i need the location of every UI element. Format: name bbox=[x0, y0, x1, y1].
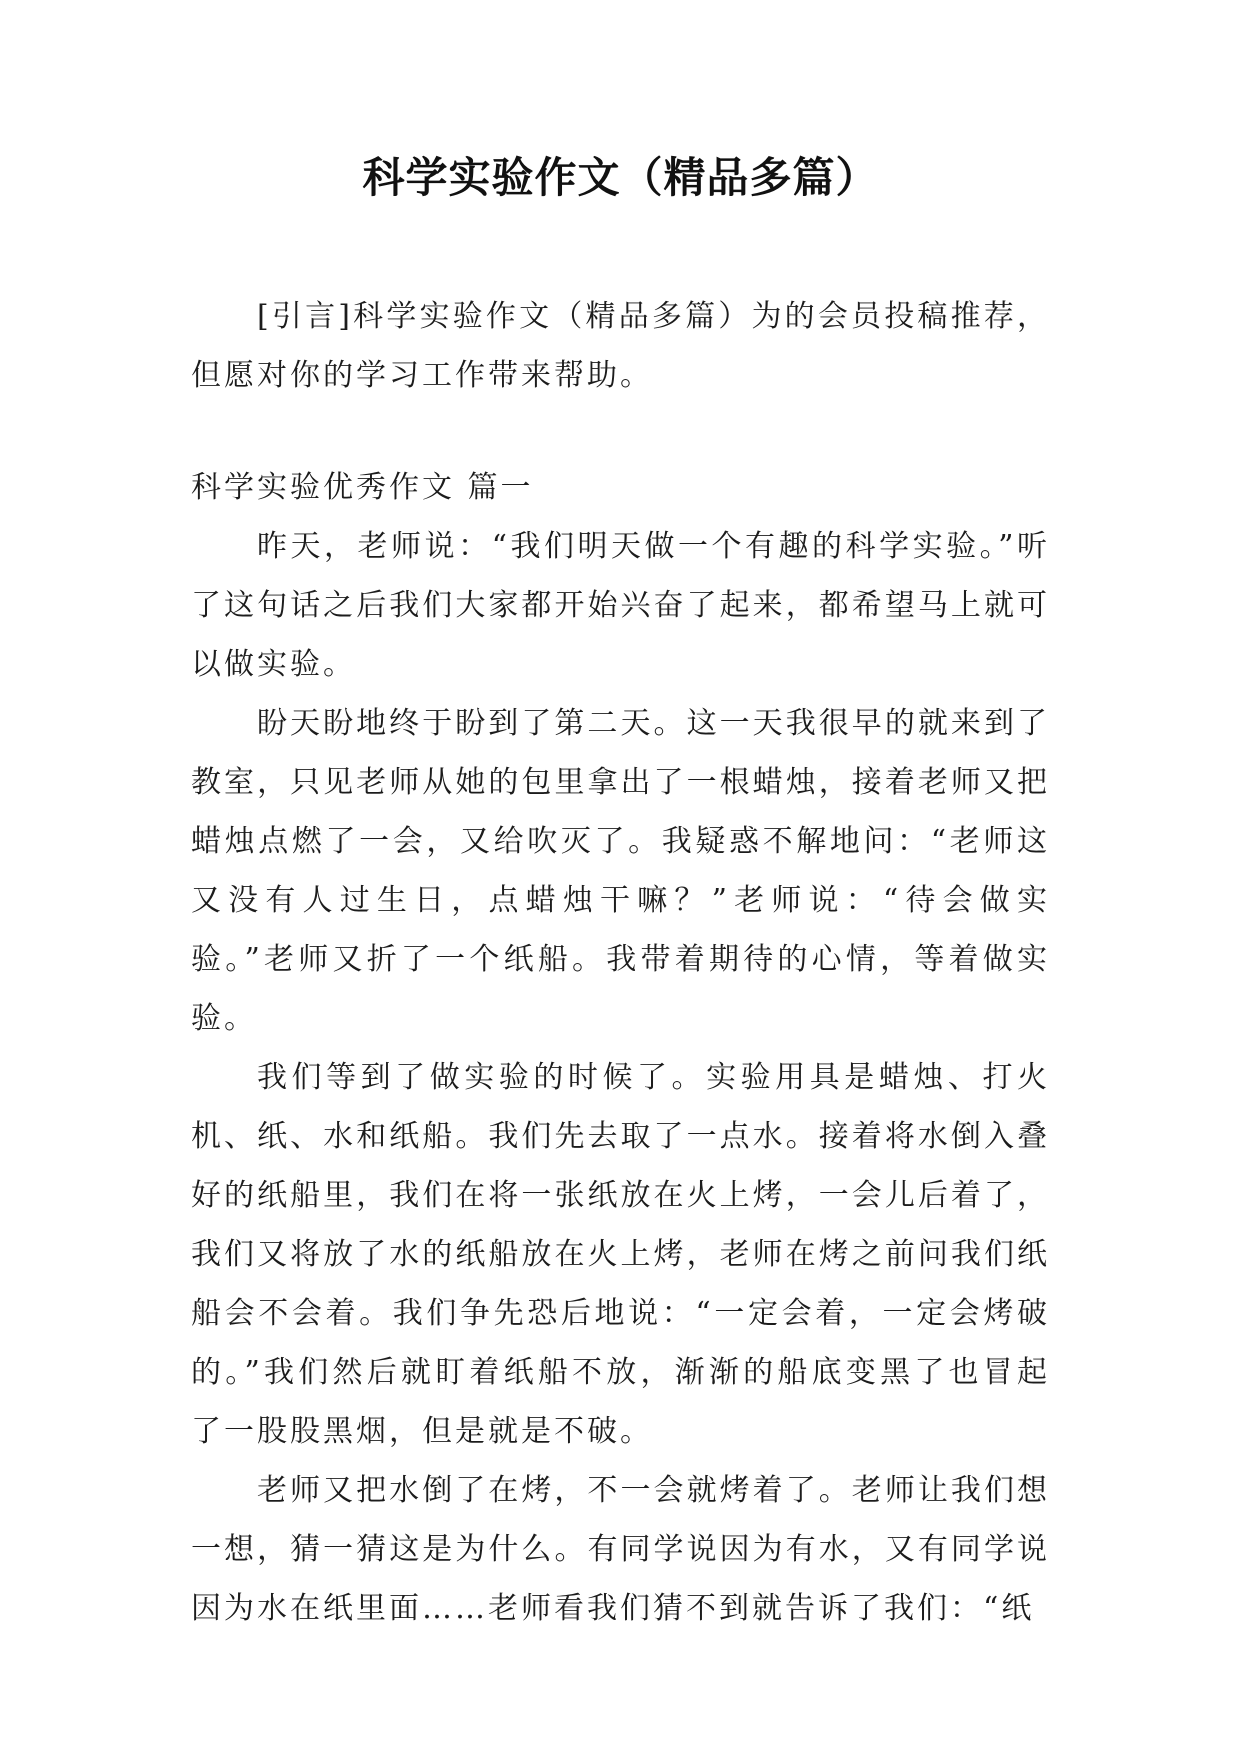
paragraph-1: 昨天，老师说：“我们明天做一个有趣的科学实验。”听了这句话之后我们大家都开始兴奋了起来，都希望马上就可以做实验。 bbox=[191, 529, 1050, 682]
intro-paragraph: [引言]科学实验作文（精品多篇）为的会员投稿推荐，但愿对你的学习工作带来帮助。 bbox=[191, 299, 1050, 393]
article-section bbox=[191, 458, 1050, 1638]
document-title: 科学实验作文（精品多篇） bbox=[362, 153, 879, 202]
paragraph-4: 老师又把水倒了在烤，不一会就烤着了。老师让我们想一想，猜一猜这是为什么。有同学说因为有水，又有同学说因为水在纸里面……老师看我们猜不到就告诉了我们：“纸 bbox=[191, 1473, 1050, 1626]
paragraph-2: 盼天盼地终于盼到了第二天。这一天我很早的就来到了教室，只见老师从她的包里拿出了一根蜡烛，接着老师又把蜡烛点燃了一会，又给吹灭了。我疑惑不解地问：“老师这又没有人过生日，点蜡烛干嘛？”老师说：“待会做实验。”老师又折了一个纸船。我带着期待的心情，等着做实验。 bbox=[191, 706, 1050, 1036]
paragraph-3: 我们等到了做实验的时候了。实验用具是蜡烛、打火机、纸、水和纸船。我们先去取了一点水。接着将水倒入叠好的纸船里，我们在将一张纸放在火上烤，一会儿后着了，我们又将放了水的纸船放在火上烤，老师在烤之前问我们纸船会不会着。我们争先恐后地说：“一定会着，一定会烤破的。”我们然后就盯着纸船不放，渐渐的船底变黑了也冒起了一股股黑烟，但是就是不破。 bbox=[191, 1060, 1050, 1449]
section-heading: 科学实验优秀作文 篇一 bbox=[191, 470, 534, 505]
